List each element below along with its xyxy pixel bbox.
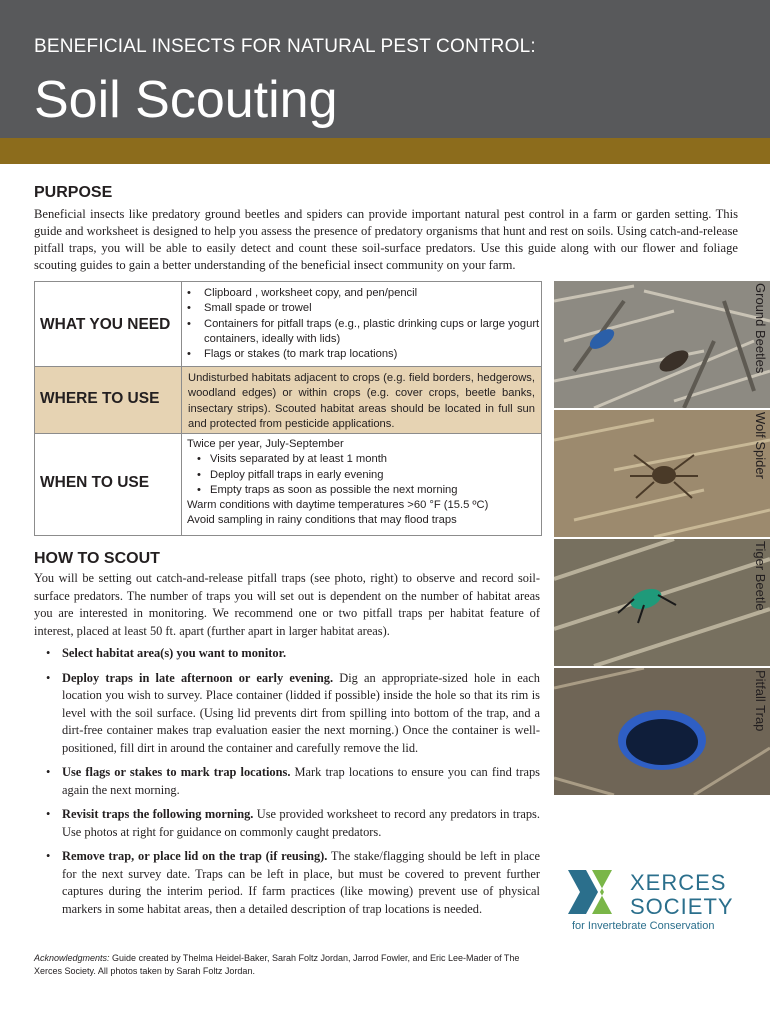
what-you-need-label: WHAT YOU NEED (40, 316, 171, 333)
what-you-need-row (35, 282, 541, 367)
list-item: • Small spade or trowel (182, 301, 541, 316)
list-item: • Deploy traps in late afternoon or early evening. Dig an appropriate-sized hole in each location you wish to survey. Place container (lidded if possible) inside the hole so that its rim is level with the soil surface. (Using lid prevents dirt from spilling into bottom of the trap, and a dirt-free container makes trap evaluation easier the next morning.) Once the container is well-positioned, fill dirt in around the container and carefully remove the lid. (34, 670, 540, 758)
page-title: Soil Scouting (34, 71, 338, 129)
where-to-use-label: WHERE TO USE (40, 390, 160, 407)
how-to-scout-intro: You will be setting out catch-and-release pitfall traps (see photo, right) to observe and record soil-surface predators. The number of traps you will set out is dependent on the number of habitat areas you are interested in monitoring. We recommend one or two pitfall traps per habitat feature of interest, placed at least 50 ft. apart (further apart in larger habitat areas). (34, 571, 540, 638)
when-line: Avoid sampling in rainy conditions that may flood traps (187, 514, 457, 527)
tiger-beetle-photo (554, 539, 770, 666)
when-to-use-row (35, 434, 541, 535)
requirements-table (34, 281, 542, 536)
purpose-text: Beneficial insects like predatory ground beetles and spiders can provide important natural pest control in a farm or garden setting. This guide and worksheet is designed to help you assess the presence of predatory organisms that hunt and rest on soils. Using catch-and-release pitfall traps, you will be able to easily detect and count these soil-surface predators. Use this guide along with our flower and foliage scouting guides to gain a better understanding of the beneficial insect community on your farm. (34, 207, 738, 272)
wolf-spider-image (554, 410, 770, 537)
header-kicker: BENEFICIAL INSECTS FOR NATURAL PEST CONTROL: (34, 36, 536, 57)
acknowledgments: Acknowledgments: Guide created by Thelma Heidel-Baker, Sarah Foltz Jordan, Jarrod Fowler, and Eric Lee-Mader of The Xerces Society. All photos taken by Sarah Foltz Jordan. (34, 953, 520, 976)
wolf-spider-label: Wolf Spider (753, 412, 768, 479)
list-item: • Remove trap, or place lid on the trap (if reusing). The stake/flagging should be left in place for the next survey date. Traps can be left in place, but must be covered to prevent further captures during the interim period. If farm practices (like mowing) prevent use of physical markers in some habitat areas, then a detailed description of trap locations is needed. (34, 848, 540, 918)
tiger-beetle-image (554, 539, 770, 666)
list-item: • Use flags or stakes to mark trap locations. Mark trap locations to ensure you can find traps again the next morning. (34, 764, 540, 799)
logo-word-2: SOCIETY (630, 894, 734, 919)
purpose-heading: PURPOSE (34, 184, 113, 201)
ground-beetles-photo (554, 281, 770, 408)
list-item: • Empty traps as soon as possible the next morning (182, 483, 541, 498)
when-line: Twice per year, July-September (187, 438, 344, 450)
list-item: • Select habitat area(s) you want to monitor. (34, 645, 540, 663)
tiger-beetle-label: Tiger Beetle (753, 541, 768, 611)
pitfall-trap-photo (554, 668, 770, 795)
what-you-need-list (182, 282, 541, 370)
xerces-x-icon (568, 870, 624, 920)
ground-beetles-label: Ground Beetles (753, 283, 768, 374)
when-to-use-label: WHEN TO USE (40, 474, 150, 491)
pitfall-trap-label: Pitfall Trap (753, 670, 768, 732)
list-item: • Visits separated by at least 1 month (182, 452, 541, 467)
ground-beetle-image (554, 281, 770, 408)
list-item: • Containers for pitfall traps (e.g., plastic drinking cups or large yogurt containers, ideally with lids) (182, 317, 541, 348)
list-item: • Revisit traps the following morning. Use provided worksheet to record any predators in traps. Use photos at right for guidance on commonly caught predators. (34, 806, 540, 841)
scouting-steps (34, 645, 540, 925)
list-item: • Deploy pitfall traps in early evening (182, 468, 541, 483)
when-line: Warm conditions with daytime temperatures >60 °F (15.5 ºC) (187, 499, 489, 512)
pitfall-trap-image (554, 668, 770, 795)
list-item: • Flags or stakes (to mark trap locations) (182, 347, 541, 362)
how-to-scout-heading: HOW TO SCOUT (34, 550, 160, 567)
where-to-use-row (35, 367, 541, 434)
list-item: • Clipboard , worksheet copy, and pen/pencil (182, 286, 541, 301)
logo-word-1: XERCES (630, 870, 727, 895)
logo-tagline: for Invertebrate Conservation (572, 920, 715, 932)
gold-divider-bar (0, 138, 770, 164)
header-banner (0, 0, 770, 138)
where-to-use-text: Undisturbed habitats adjacent to crops (e.g. field borders, hedgerows, woodland edges) or within crops (e.g. cover crops, beetle banks, insectary strips). Scouted habitat areas should be located in full sun and protected from pesticide applications. (188, 372, 535, 430)
xerces-logo (566, 868, 746, 932)
wolf-spider-photo (554, 410, 770, 537)
